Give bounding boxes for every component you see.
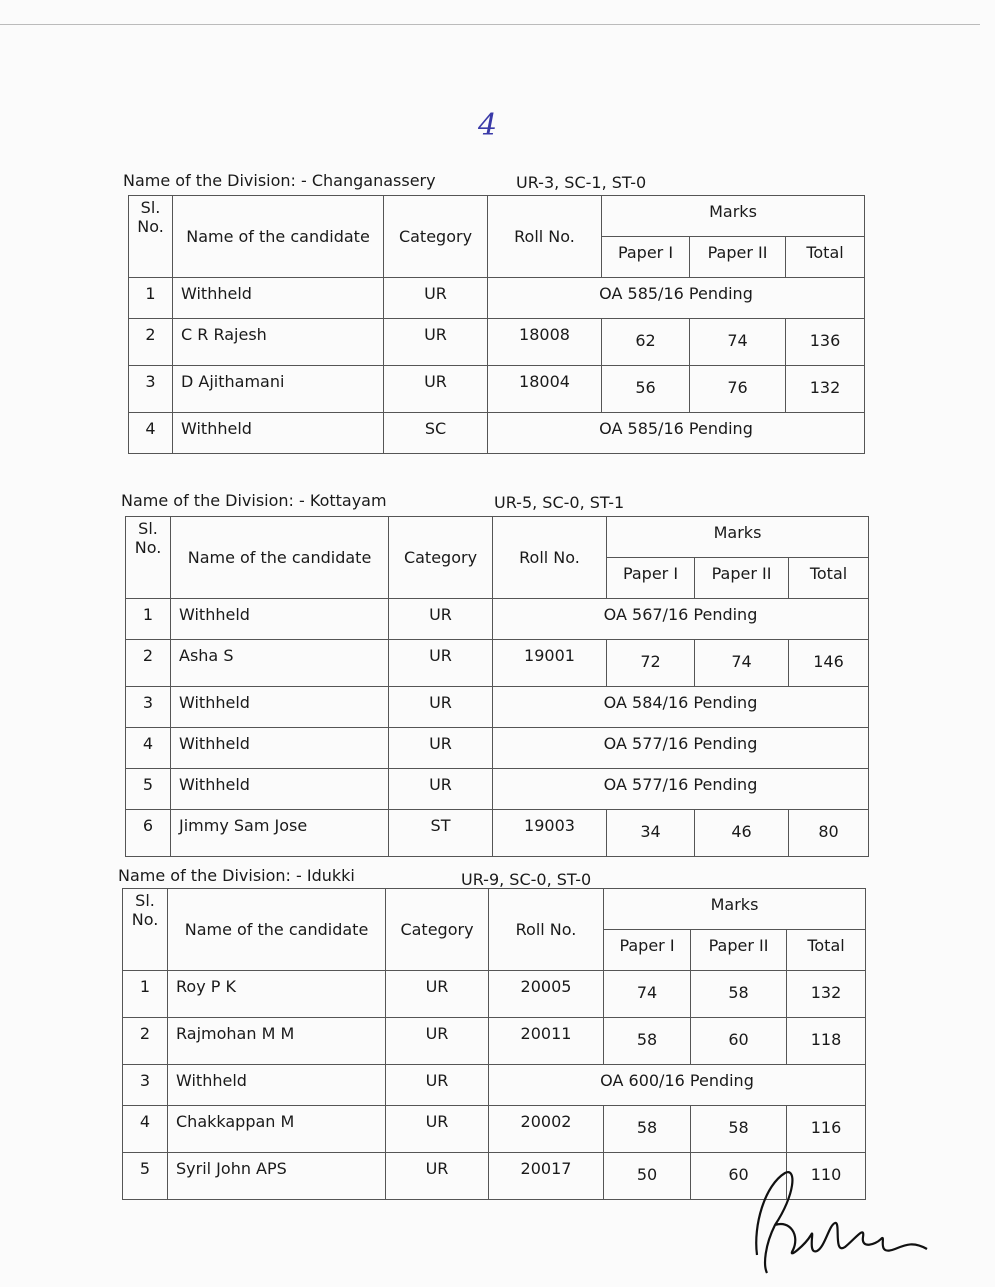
header-category: Category — [384, 196, 488, 278]
header-sl-no: Sl. No. — [123, 889, 168, 971]
category: UR — [389, 599, 493, 640]
candidate-name: Withheld — [171, 599, 389, 640]
paper-1-marks: 56 — [602, 366, 690, 413]
total-marks: 146 — [789, 640, 869, 687]
table-row — [129, 413, 865, 454]
table-row — [126, 810, 869, 857]
paper-1-marks: 34 — [607, 810, 695, 857]
header-roll-no: Roll No. — [489, 889, 604, 971]
candidate-name: Withheld — [173, 413, 384, 454]
candidate-name: Asha S — [171, 640, 389, 687]
candidate-name: Chakkappan M — [168, 1106, 386, 1153]
header-total: Total — [786, 237, 865, 278]
table-row — [126, 687, 869, 728]
header-row — [126, 517, 869, 558]
header-row — [123, 889, 866, 930]
division-quota: UR-5, SC-0, ST-1 — [494, 493, 625, 512]
table-row — [123, 1065, 866, 1106]
pending-status: OA 577/16 Pending — [493, 769, 869, 810]
category: UR — [386, 1018, 489, 1065]
sl-no: 4 — [126, 728, 171, 769]
category: UR — [386, 1106, 489, 1153]
category: UR — [384, 319, 488, 366]
pending-status: OA 585/16 Pending — [488, 413, 865, 454]
roll-no: 18008 — [488, 319, 602, 366]
total-marks: 118 — [787, 1018, 866, 1065]
sl-no: 2 — [123, 1018, 168, 1065]
category: UR — [386, 1065, 489, 1106]
total-marks: 110 — [787, 1153, 866, 1200]
signature-image — [745, 1165, 945, 1280]
table-row — [123, 1106, 866, 1153]
sl-no: 3 — [126, 687, 171, 728]
candidate-name: Jimmy Sam Jose — [171, 810, 389, 857]
table-row — [129, 319, 865, 366]
sl-no: 1 — [126, 599, 171, 640]
header-total: Total — [787, 930, 866, 971]
candidate-name: Rajmohan M M — [168, 1018, 386, 1065]
sl-no: 4 — [123, 1106, 168, 1153]
candidate-name: Withheld — [173, 278, 384, 319]
header-sl-no: Sl. No. — [129, 196, 173, 278]
candidate-name: D Ajithamani — [173, 366, 384, 413]
header-category: Category — [386, 889, 489, 971]
paper-2-marks: 58 — [691, 1106, 787, 1153]
category: UR — [386, 971, 489, 1018]
scan-edge-line — [0, 24, 980, 25]
header-total: Total — [789, 558, 869, 599]
sl-no: 3 — [129, 366, 173, 413]
roll-no: 20002 — [489, 1106, 604, 1153]
roll-no: 20005 — [489, 971, 604, 1018]
pending-status: OA 567/16 Pending — [493, 599, 869, 640]
pending-status: OA 584/16 Pending — [493, 687, 869, 728]
header-sl-no: Sl. No. — [126, 517, 171, 599]
candidate-name: Withheld — [171, 687, 389, 728]
paper-1-marks: 58 — [604, 1106, 691, 1153]
sl-no: 5 — [123, 1153, 168, 1200]
roll-no: 19001 — [493, 640, 607, 687]
division-title: Name of the Division: - Idukki — [118, 866, 355, 885]
table-row — [129, 366, 865, 413]
paper-2-marks: 76 — [690, 366, 786, 413]
table-row — [126, 769, 869, 810]
candidate-name: C R Rajesh — [173, 319, 384, 366]
header-roll-no: Roll No. — [493, 517, 607, 599]
paper-1-marks: 58 — [604, 1018, 691, 1065]
paper-2-marks: 74 — [690, 319, 786, 366]
division-heading-kottayam — [121, 491, 625, 512]
total-marks: 132 — [786, 366, 865, 413]
sl-no: 2 — [126, 640, 171, 687]
division-quota: UR-3, SC-1, ST-0 — [516, 173, 647, 192]
division-heading-idukki — [118, 866, 592, 889]
sl-no: 5 — [126, 769, 171, 810]
category: UR — [389, 687, 493, 728]
roll-no: 20017 — [489, 1153, 604, 1200]
total-marks: 136 — [786, 319, 865, 366]
paper-2-marks: 58 — [691, 971, 787, 1018]
category: UR — [389, 640, 493, 687]
sl-no: 3 — [123, 1065, 168, 1106]
header-paper-2: Paper II — [691, 930, 787, 971]
division-title: Name of the Division: - Kottayam — [121, 491, 387, 510]
division-title: Name of the Division: - Changanassery — [123, 171, 436, 190]
roll-no: 19003 — [493, 810, 607, 857]
category: UR — [389, 728, 493, 769]
candidate-name: Roy P K — [168, 971, 386, 1018]
table-row — [126, 640, 869, 687]
header-name: Name of the candidate — [171, 517, 389, 599]
header-paper-1: Paper I — [604, 930, 691, 971]
header-marks: Marks — [604, 889, 866, 930]
table-kottayam — [125, 516, 869, 857]
roll-no: 20011 — [489, 1018, 604, 1065]
pending-status: OA 600/16 Pending — [489, 1065, 866, 1106]
candidate-name: Withheld — [171, 728, 389, 769]
total-marks: 80 — [789, 810, 869, 857]
candidate-name: Withheld — [171, 769, 389, 810]
paper-2-marks: 60 — [691, 1153, 787, 1200]
pending-status: OA 577/16 Pending — [493, 728, 869, 769]
header-name: Name of the candidate — [173, 196, 384, 278]
paper-2-marks: 74 — [695, 640, 789, 687]
table-row — [126, 728, 869, 769]
paper-1-marks: 74 — [604, 971, 691, 1018]
division-quota: UR-9, SC-0, ST-0 — [461, 870, 592, 889]
header-row — [129, 196, 865, 237]
category: UR — [386, 1153, 489, 1200]
paper-1-marks: 62 — [602, 319, 690, 366]
division-heading-changanassery — [123, 171, 647, 192]
sl-no: 1 — [123, 971, 168, 1018]
candidate-name: Syril John APS — [168, 1153, 386, 1200]
category: UR — [384, 366, 488, 413]
category: SC — [384, 413, 488, 454]
table-idukki — [122, 888, 866, 1200]
header-paper-2: Paper II — [690, 237, 786, 278]
table-row — [126, 599, 869, 640]
candidate-name: Withheld — [168, 1065, 386, 1106]
page-number: 4 — [478, 108, 498, 143]
paper-2-marks: 46 — [695, 810, 789, 857]
header-paper-1: Paper I — [607, 558, 695, 599]
table-row — [129, 278, 865, 319]
roll-no: 18004 — [488, 366, 602, 413]
header-paper-1: Paper I — [602, 237, 690, 278]
table-row — [123, 1018, 866, 1065]
category: UR — [384, 278, 488, 319]
total-marks: 132 — [787, 971, 866, 1018]
sl-no: 6 — [126, 810, 171, 857]
header-category: Category — [389, 517, 493, 599]
paper-1-marks: 50 — [604, 1153, 691, 1200]
sl-no: 4 — [129, 413, 173, 454]
header-name: Name of the candidate — [168, 889, 386, 971]
pending-status: OA 585/16 Pending — [488, 278, 865, 319]
paper-2-marks: 60 — [691, 1018, 787, 1065]
category: ST — [389, 810, 493, 857]
sl-no: 1 — [129, 278, 173, 319]
table-changanassery — [128, 195, 865, 454]
category: UR — [389, 769, 493, 810]
paper-1-marks: 72 — [607, 640, 695, 687]
header-marks: Marks — [602, 196, 865, 237]
header-marks: Marks — [607, 517, 869, 558]
header-roll-no: Roll No. — [488, 196, 602, 278]
header-paper-2: Paper II — [695, 558, 789, 599]
sl-no: 2 — [129, 319, 173, 366]
table-row — [123, 971, 866, 1018]
total-marks: 116 — [787, 1106, 866, 1153]
